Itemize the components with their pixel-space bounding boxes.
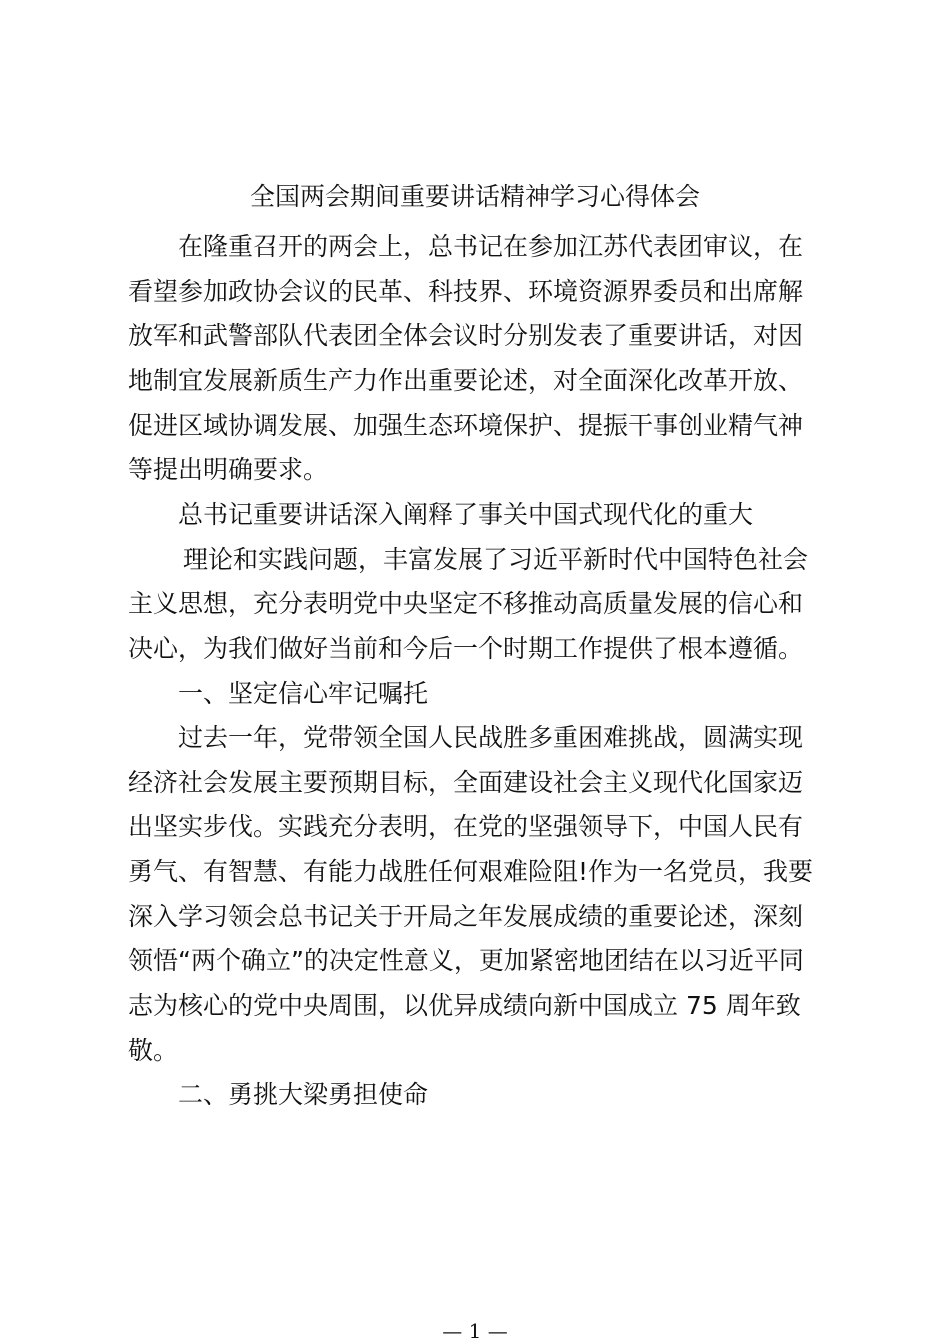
paragraph-line: 等提出明确要求。: [128, 455, 329, 484]
paragraph-line: 促进区域协调发展、加强生态环境保护、提振干事创业精气神: [128, 411, 804, 440]
paragraph-line: 经济社会发展主要预期目标，全面建设社会主义现代化国家迈: [128, 768, 804, 797]
paragraph-line: 深入学习领会总书记关于开局之年发展成绩的重要论述，深刻: [128, 902, 804, 931]
paragraph-line: 领悟“两个确立”的决定性意义，更加紧密地团结在以习近平同: [128, 946, 804, 975]
paragraph-line: 理论和实践问题，丰富发展了习近平新时代中国特色社会: [183, 545, 809, 574]
paragraph-line: 敬。: [128, 1036, 179, 1065]
document-title: 全国两会期间重要讲话精神学习心得体会: [249, 182, 700, 211]
paragraph-line: 主义思想，充分表明党中央坚定不移推动高质量发展的信心和: [128, 589, 804, 618]
paragraph-line: 过去一年，党带领全国人民战胜多重困难挑战，圆满实现: [178, 723, 804, 752]
paragraph-line: 地制宜发展新质生产力作出重要论述，对全面深化改革开放、: [128, 366, 804, 395]
paragraph-line: 看望参加政协会议的民革、科技界、环境资源界委员和出席解: [128, 277, 804, 306]
paragraph-line: 出坚实步伐。实践充分表明，在党的坚强领导下，中国人民有: [128, 812, 804, 841]
paragraph-line: 志为核心的党中央周围，以优异成绩向新中国成立 75 周年致: [128, 991, 801, 1020]
section-heading: 一、坚定信心牢记嘱托: [178, 679, 429, 708]
paragraph-line: 决心，为我们做好当前和今后一个时期工作提供了根本遵循。: [128, 634, 804, 663]
page-number: — 1 —: [442, 1319, 508, 1343]
paragraph-line: 放军和武警部队代表团全体会议时分别发表了重要讲话，对因: [128, 321, 804, 350]
paragraph-line: 在隆重召开的两会上，总书记在参加江苏代表团审议，在: [178, 232, 804, 261]
paragraph-line: 总书记重要讲话深入阐释了事关中国式现代化的重大: [178, 500, 754, 529]
section-heading: 二、勇挑大梁勇担使命: [178, 1080, 429, 1109]
paragraph-line: 勇气、有智慧、有能力战胜任何艰难险阻!作为一名党员，我要: [128, 857, 814, 886]
